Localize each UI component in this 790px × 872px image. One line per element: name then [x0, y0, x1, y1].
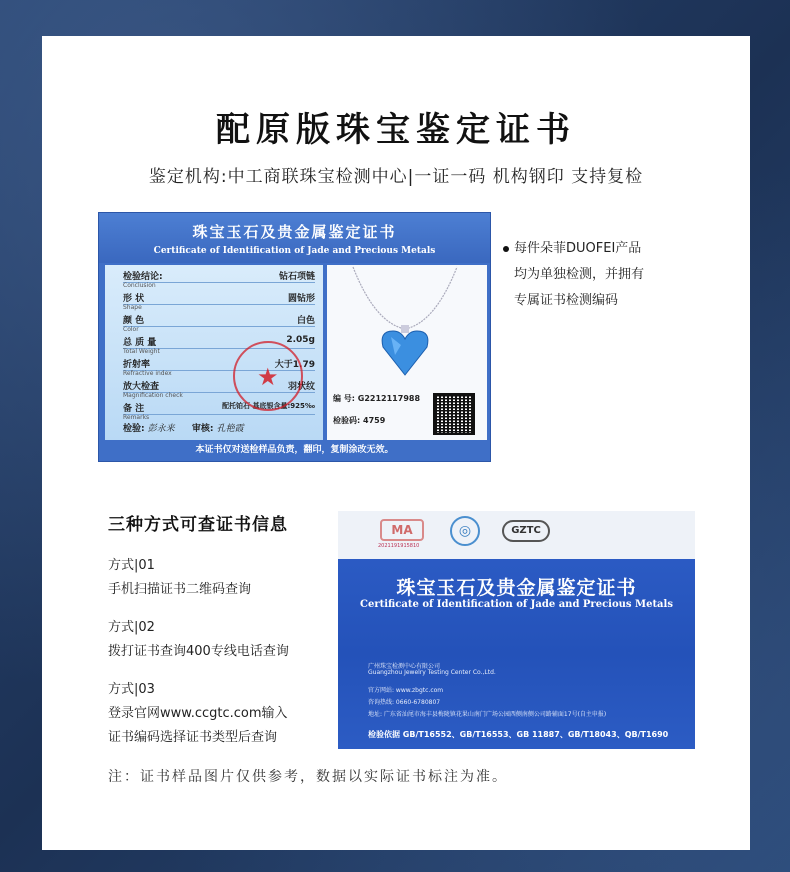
red-seal-stamp — [233, 341, 303, 411]
cover-title-cn: 珠宝玉石及贵金属鉴定证书 — [396, 577, 637, 599]
field-value: 2.05g — [286, 335, 315, 345]
field-label: 颜 色 Color — [123, 316, 145, 333]
certificate-header — [99, 213, 490, 263]
certificate-fields-panel — [105, 265, 323, 440]
footnote: 注：证书样品图片仅供参考，数据以实际证书标注为准。 — [108, 769, 508, 785]
org-name: 广州珠宝检测中心有限公司 — [368, 663, 441, 670]
methods-heading: 三种方式可查证书信息 — [108, 515, 288, 535]
side-note-line: 专属证书检测编码 — [514, 293, 619, 308]
field-value: 圆钻形 — [287, 294, 315, 304]
certificate-title-cn: 珠宝玉石及贵金属鉴定证书 — [192, 223, 397, 241]
signature-row — [123, 421, 315, 434]
tester-signature: 彭永来 — [147, 424, 175, 434]
accreditation-logo-icon: ◎ — [450, 516, 480, 546]
tester-label: 检验: — [123, 424, 145, 434]
field-label: 备 注 Remarks — [123, 404, 150, 421]
supervisor-signature: 孔艳霞 — [216, 424, 244, 434]
method-text: 手机扫描证书二维码查询 — [108, 582, 252, 597]
test-basis: 检验依据 GB/T16552、GB/T16553、GB 11887、GB/T18043、QB/T1690 — [368, 730, 669, 739]
field-label: 形 状 Shape — [123, 294, 145, 311]
org-website: 官方网站: www.zbgtc.com — [368, 687, 444, 694]
certificate-cover-sample — [338, 511, 695, 749]
field-label: 折射率 Refractive index — [123, 360, 172, 377]
qr-code — [433, 393, 475, 435]
side-note-line: 每件朵菲DUOFEI产品 — [514, 241, 642, 256]
org-name-en: Guangzhou Jewelry Testing Center Co.,Ltd. — [368, 669, 496, 676]
certificate-title-en: Certificate of Identification of Jade and Precious Metals — [153, 246, 436, 256]
field-label: 放大检查 Magnification check — [123, 382, 183, 399]
certificate-code: 检验码: 4759 — [333, 416, 386, 425]
cover-title-en: Certificate of Identification of Jade and Precious Metals — [360, 599, 673, 610]
necklace-photo — [345, 265, 475, 385]
method-label: 方式|01 — [108, 558, 155, 573]
field-value: 配托铂石 基底银含量:925‰ — [222, 402, 315, 410]
certificate-photo-panel — [327, 265, 487, 440]
cma-logo-number: 2021191915810 — [378, 543, 420, 549]
page-subtitle: 鉴定机构:中工商联珠宝检测中心|一证一码 机构钢印 支持复检 — [148, 167, 644, 187]
method-text-continued: 证书编码选择证书类型后查询 — [108, 730, 278, 745]
page-title: 配原版珠宝鉴定证书 — [216, 110, 576, 150]
field-value: 白色 — [296, 316, 315, 326]
org-phone: 咨询热线: 0660-6780807 — [368, 699, 441, 706]
field-color — [123, 313, 315, 333]
method-label: 方式|03 — [108, 682, 155, 697]
supervisor-label: 审核: — [191, 424, 214, 434]
field-shape — [123, 291, 315, 311]
content-card — [42, 36, 750, 850]
method-text: 登录官网www.ccgtc.com输入 — [108, 706, 288, 721]
side-note-line: 均为单独检测，并拥有 — [514, 267, 645, 282]
certificate-sample — [98, 212, 491, 462]
field-value: 大于1.79 — [274, 360, 315, 370]
certificate-number: 编 号: G2212117988 — [333, 394, 421, 403]
field-value: 羽状纹 — [287, 382, 315, 392]
gztc-logo: GZTC — [502, 520, 550, 542]
field-label: 检验结论: Conclusion — [123, 272, 163, 289]
cma-logo: MA — [380, 519, 424, 541]
org-address: 地址: 广东省汕尾市海丰县梅陇镇花果山南门广场公园西侧南侧公司路辅面17号(自主申报) — [368, 711, 607, 718]
side-note — [514, 236, 644, 314]
field-label: 总 质 量 Total Weight — [123, 338, 160, 355]
field-conclusion — [123, 269, 315, 289]
certificate-footer: 本证书仅对送检样品负责，翻印，复制涂改无效。 — [195, 445, 394, 455]
star-icon: ★ — [257, 363, 279, 391]
method-text: 拨打证书查询400专线电话查询 — [108, 644, 289, 659]
method-label: 方式|02 — [108, 620, 155, 635]
bullet-icon — [503, 246, 509, 252]
logo-strip — [338, 511, 695, 559]
field-value: 钻石项链 — [278, 272, 315, 282]
